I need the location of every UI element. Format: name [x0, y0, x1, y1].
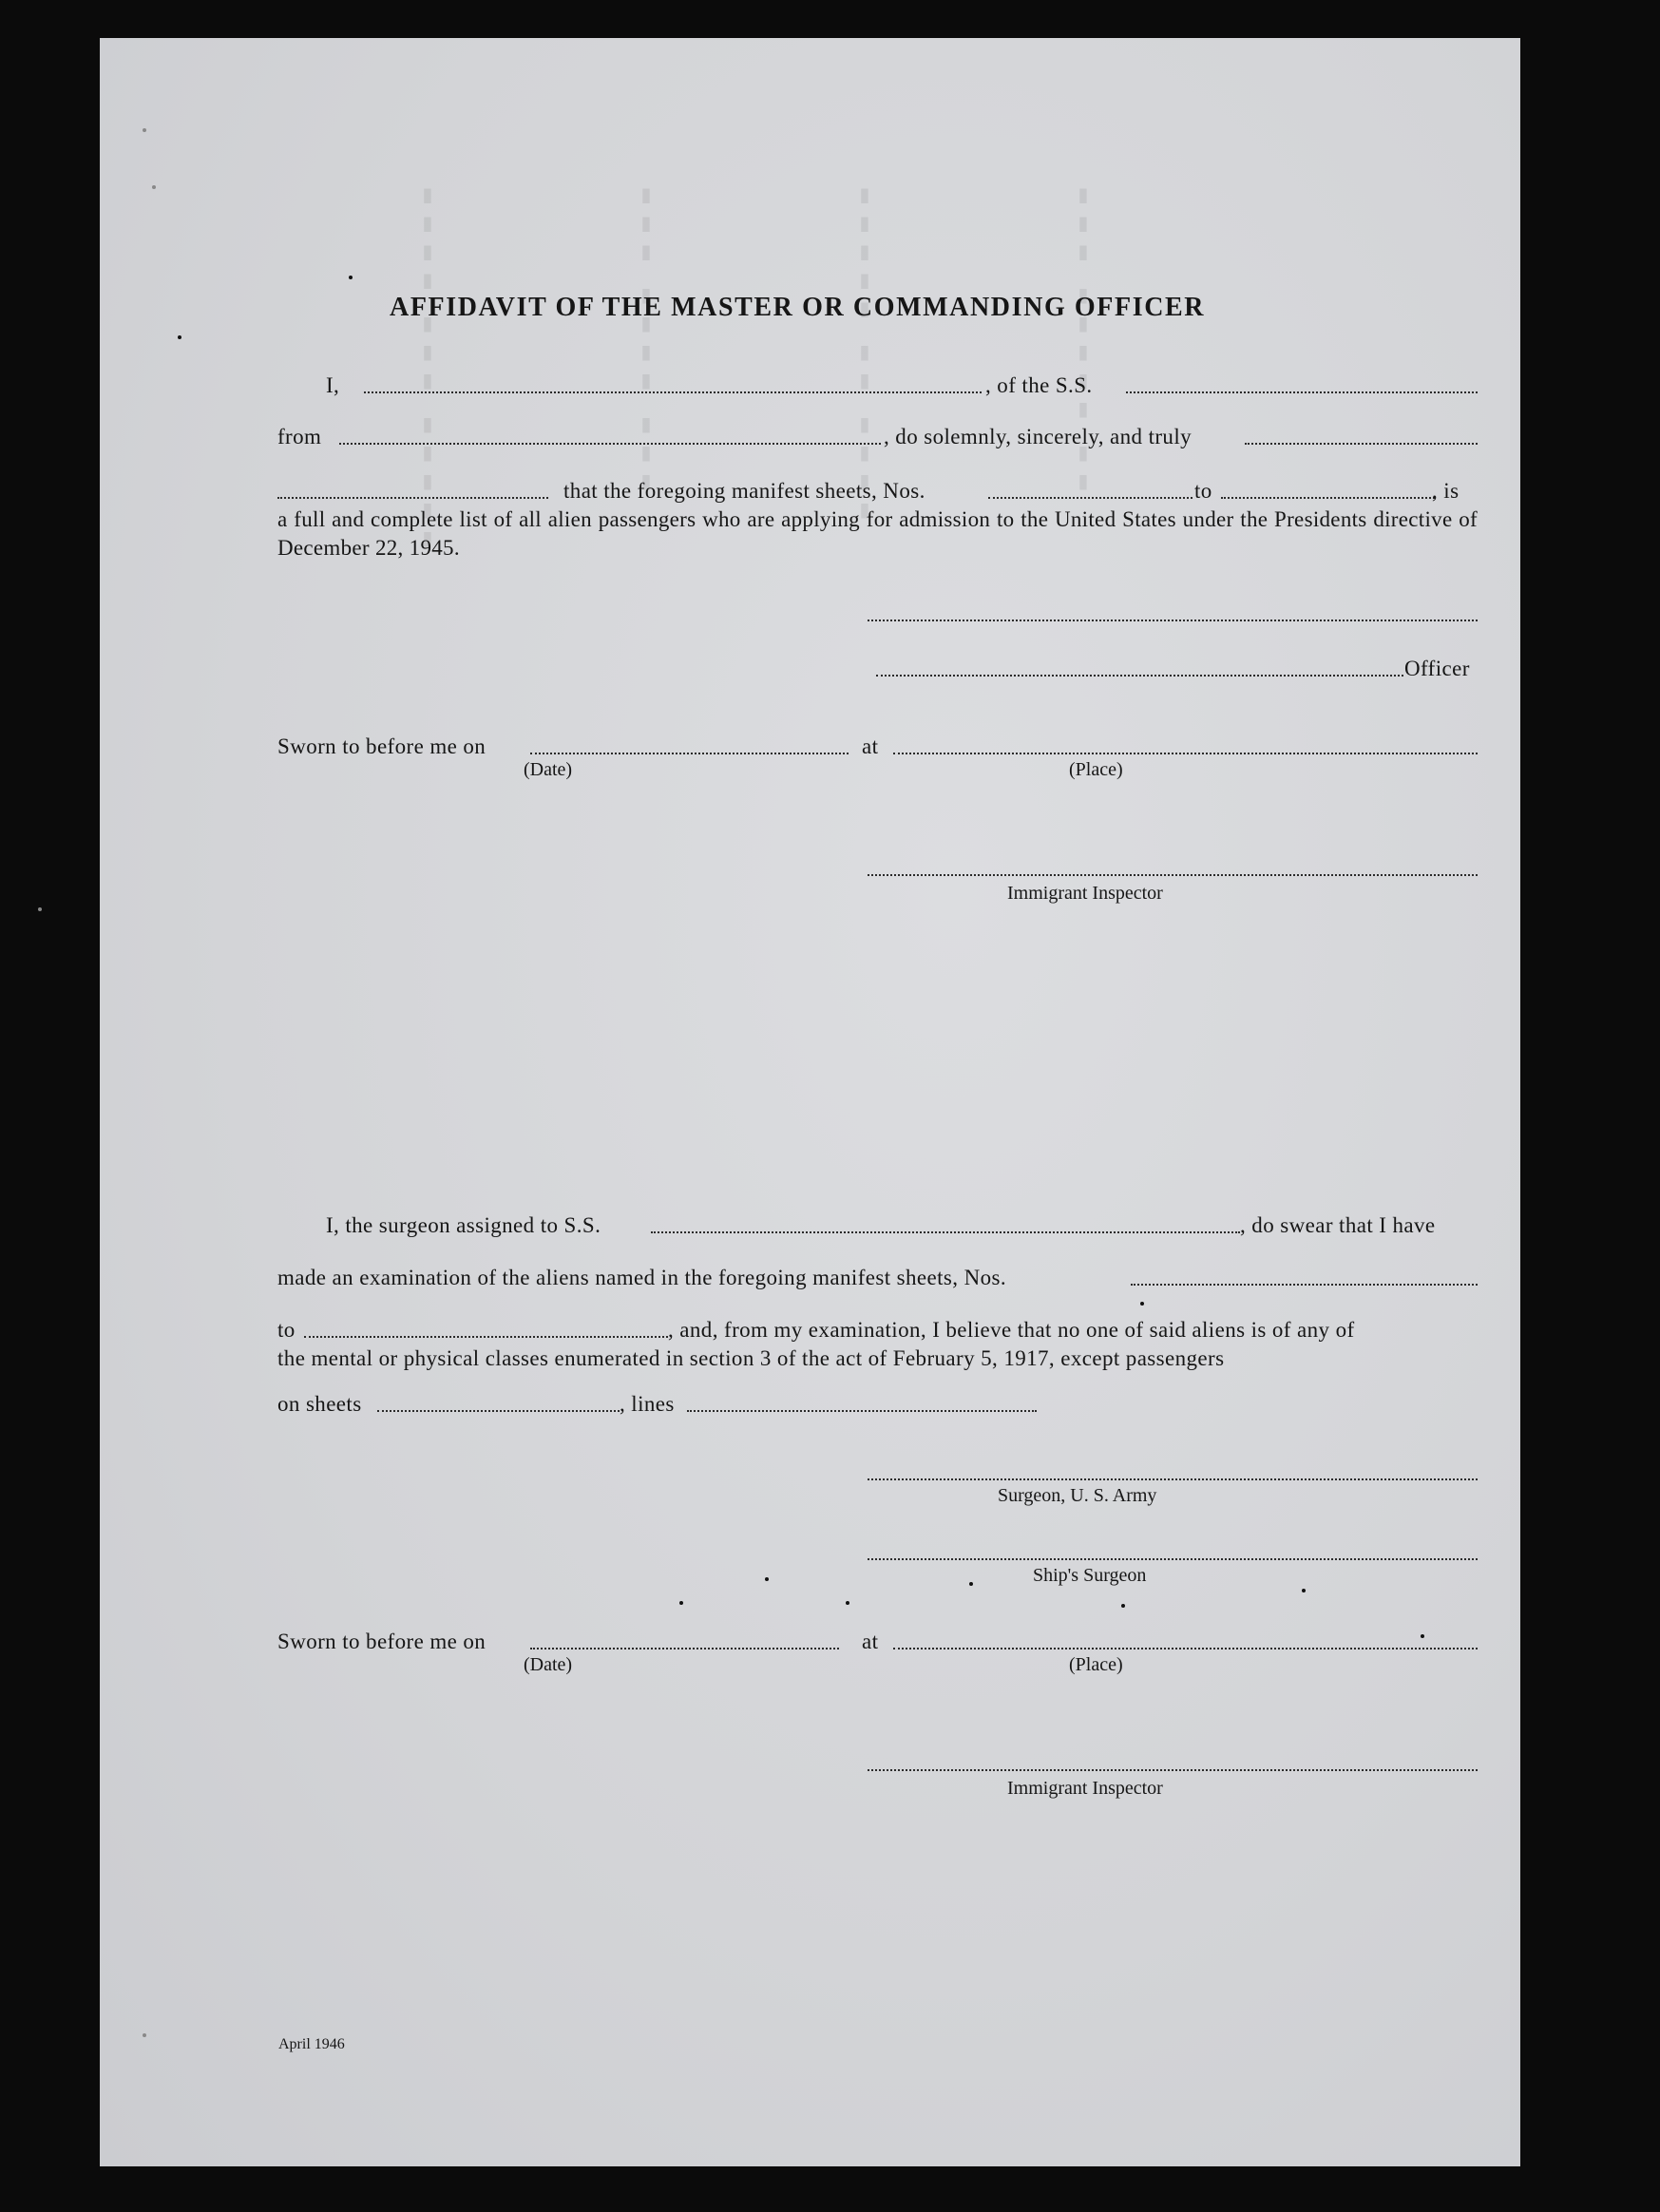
date-caption: (Date) — [524, 759, 573, 780]
border-speck — [143, 2033, 146, 2037]
ship-surgeon-caption: Ship's Surgeon — [1033, 1565, 1147, 1586]
inspector-caption-2: Immigrant Inspector — [1007, 1778, 1163, 1799]
bleed-through-text: ▮▮▮ ▮▮▮▮ ▮▮▮ — [632, 181, 660, 496]
form-date-footer: April 1946 — [278, 2036, 345, 2052]
oath-word-field[interactable] — [1245, 443, 1478, 445]
on-sheets-label: on sheets — [277, 1392, 362, 1416]
swear-text: , do swear that I have — [1240, 1213, 1436, 1237]
bleed-through-text: ▮▮▮▮▮ ▮▮ ▮▮▮▮ — [850, 181, 879, 524]
examination-belief-text: , and, from my examination, I believe that no one of said aliens is of any of — [668, 1318, 1355, 1342]
officer-label: Officer — [1404, 657, 1470, 680]
scan-speck — [178, 335, 181, 339]
sworn-date-field-2[interactable] — [530, 1648, 839, 1649]
master-declaration: a full and complete list of all alien passengers who are applying for admission to the United States under the Presidents directive of December 22, 1945. — [277, 507, 1478, 560]
scan-speck — [349, 276, 353, 279]
scan-speck — [1421, 1634, 1424, 1638]
surgeon-to-label: to — [277, 1318, 296, 1342]
manifest-sheets-text: that the foregoing manifest sheets, Nos. — [563, 479, 925, 503]
bleed-through-text: ▮▮▮▮ ▮▮▮ ▮▮▮▮▮ — [413, 181, 442, 553]
place-caption-2: (Place) — [1069, 1654, 1123, 1675]
inspector-signature-line[interactable] — [868, 874, 1478, 876]
at-label-2: at — [862, 1630, 879, 1653]
border-speck — [143, 128, 146, 132]
at-label: at — [862, 734, 879, 758]
form-title: AFFIDAVIT OF THE MASTER OR COMMANDING OFFICER — [390, 293, 1206, 322]
is-label: , is — [1432, 479, 1460, 503]
border-speck — [152, 185, 156, 189]
examination-text: made an examination of the aliens named in the foregoing manifest sheets, Nos. — [277, 1266, 1006, 1289]
scan-speck — [846, 1601, 849, 1605]
ship-label: , of the S.S. — [985, 373, 1093, 397]
inspector-signature-line-2[interactable] — [868, 1769, 1478, 1771]
solemnly-text: , do solemnly, sincerely, and truly — [884, 425, 1193, 448]
inspector-caption: Immigrant Inspector — [1007, 883, 1163, 904]
lines-label: , lines — [620, 1392, 675, 1416]
ship-name-field[interactable] — [1126, 391, 1478, 393]
sworn-label: Sworn to before me on — [277, 734, 487, 758]
scan-speck — [969, 1582, 973, 1586]
sworn-place-field[interactable] — [893, 753, 1478, 754]
master-i-label: I, — [326, 373, 340, 397]
surgeon-sheets-to-field[interactable] — [304, 1336, 668, 1338]
scan-speck — [1302, 1589, 1306, 1592]
officer-signature-line[interactable] — [876, 675, 1403, 677]
oath-word-field-2[interactable] — [277, 497, 548, 499]
army-surgeon-signature-line[interactable] — [868, 1478, 1478, 1480]
sheets-to-field[interactable] — [1221, 497, 1435, 499]
place-caption: (Place) — [1069, 759, 1123, 780]
mental-physical-text: the mental or physical classes enumerated in section 3 of the act of February 5, 1917, except passengers — [277, 1346, 1225, 1370]
ship-surgeon-signature-line[interactable] — [868, 1558, 1478, 1560]
from-label: from — [277, 425, 322, 448]
scan-speck — [1140, 1302, 1144, 1306]
from-port-field[interactable] — [339, 443, 881, 445]
surgeon-intro: I, the surgeon assigned to S.S. — [326, 1213, 601, 1237]
surgeon-ship-field[interactable] — [651, 1231, 1240, 1233]
scan-speck — [765, 1577, 769, 1581]
date-caption-2: (Date) — [524, 1654, 573, 1675]
sworn-place-field-2[interactable] — [893, 1648, 1478, 1649]
scan-speck — [679, 1601, 683, 1605]
surgeon-sheets-from-field[interactable] — [1131, 1284, 1478, 1286]
master-signature-line[interactable] — [868, 620, 1478, 621]
border-speck — [38, 907, 42, 911]
bleed-through-text: ▮▮▮ ▮▮▮▮▮ ▮▮ — [1069, 181, 1097, 496]
sheets-from-field[interactable] — [988, 497, 1193, 499]
except-sheets-field[interactable] — [377, 1410, 620, 1412]
army-surgeon-caption: Surgeon, U. S. Army — [998, 1485, 1157, 1506]
sworn-date-field[interactable] — [530, 753, 849, 754]
scan-speck — [1121, 1604, 1125, 1608]
to-label: to — [1194, 479, 1212, 503]
sworn-label-2: Sworn to before me on — [277, 1630, 487, 1653]
form-page — [100, 38, 1520, 2166]
master-name-field[interactable] — [364, 391, 982, 393]
except-lines-field[interactable] — [687, 1410, 1037, 1412]
